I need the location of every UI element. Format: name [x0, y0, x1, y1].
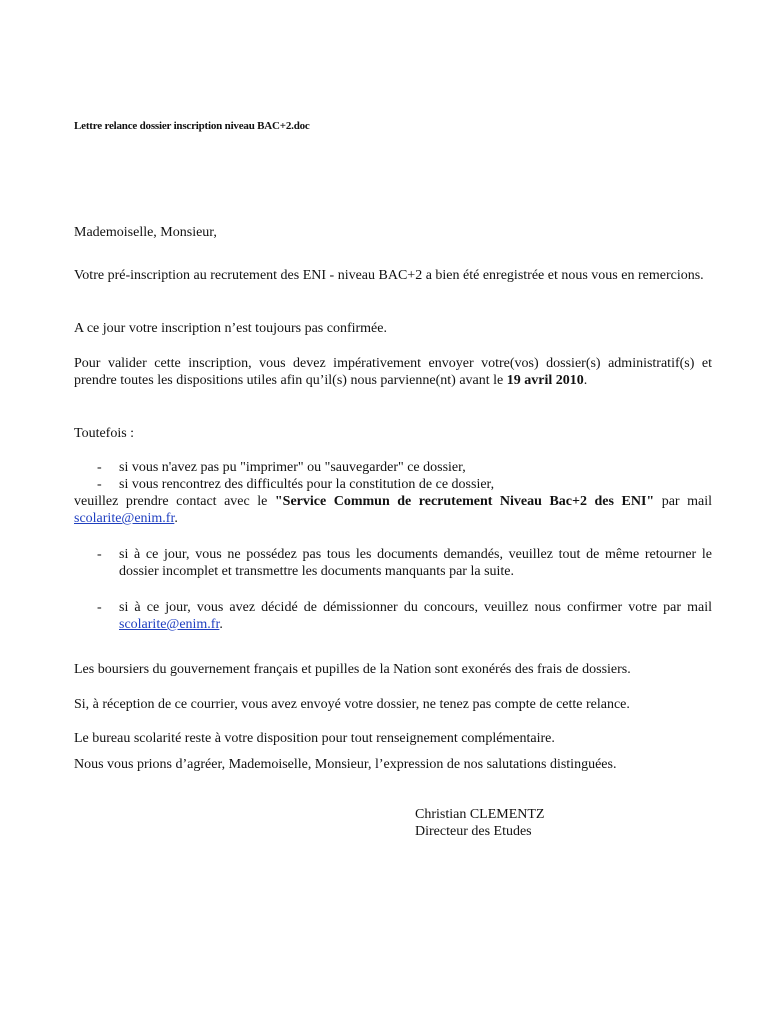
- list-item-text: si vous n'avez pas pu "imprimer" ou "sauvegarder" ce dossier,: [119, 460, 466, 475]
- email-link[interactable]: scolarite@enim.fr: [119, 617, 220, 632]
- paragraph-bureau: Le bureau scolarité reste à votre disposition pour tout renseignement complémentaire.: [74, 731, 555, 746]
- service-name: "Service Commun de recrutement Niveau Bac+2 des ENI": [274, 494, 655, 509]
- signature-name: Christian CLEMENTZ: [415, 807, 545, 822]
- list-item-text: [97, 599, 712, 633]
- dash-bullet: -: [97, 547, 102, 562]
- dash-bullet: -: [97, 477, 102, 492]
- paragraph-validate: [74, 355, 712, 389]
- list-item: [97, 459, 712, 476]
- deadline-date: 19 avril 2010: [506, 373, 584, 388]
- email-link[interactable]: scolarite@enim.fr: [74, 511, 175, 526]
- paragraph-not-confirmed: A ce jour votre inscription n’est toujours pas confirmée.: [74, 321, 387, 336]
- paragraph-closing: Nous vous prions d’agréer, Mademoiselle, Monsieur, l’expression de nos salutations distinguées.: [74, 757, 617, 772]
- dash-bullet: -: [97, 460, 102, 475]
- list-item: [97, 546, 712, 580]
- toutefois-label: Toutefois :: [74, 426, 135, 441]
- document-filename: Lettre relance dossier inscription niveau BAC+2.doc: [74, 120, 310, 132]
- list-item-text: si vous rencontrez des difficultés pour la constitution de ce dossier,: [119, 477, 495, 492]
- contact-end: .: [174, 511, 178, 526]
- validate-text: Pour valider cette inscription, vous devez impérativement envoyer votre(vos) dossier(s) administratif(s) et prendre toutes les dispositions utiles afin qu’il(s) nous parvienne(nt) avant le: [74, 356, 712, 388]
- resign-text: si à ce jour, vous avez décidé de démissionner du concours, veuillez nous confirmer votre par mail: [119, 600, 712, 615]
- paragraph-preinscription: Votre pré-inscription au recrutement des ENI - niveau BAC+2 a bien été enregistrée et nous vous en remercions.: [74, 268, 704, 283]
- resign-end: .: [219, 617, 223, 632]
- signature-role: Directeur des Etudes: [415, 824, 532, 839]
- paragraph-contact: [74, 493, 712, 527]
- list-item: [97, 476, 712, 493]
- dash-bullet: -: [97, 600, 102, 615]
- paragraph-reception: Si, à réception de ce courrier, vous avez envoyé votre dossier, ne tenez pas compte de cette relance.: [74, 697, 630, 712]
- contact-suffix: par mail: [654, 494, 712, 509]
- list-item: [97, 599, 712, 633]
- contact-prefix: veuillez prendre contact avec le: [74, 494, 275, 509]
- salutation: Mademoiselle, Monsieur,: [74, 225, 217, 240]
- list-item-text: si à ce jour, vous ne possédez pas tous les documents demandés, veuillez tout de même retourner le dossier incomplet et transmettre les documents manquants par la suite.: [119, 547, 712, 579]
- validate-end: .: [583, 373, 588, 388]
- paragraph-boursiers: Les boursiers du gouvernement français et pupilles de la Nation sont exonérés des frais de dossiers.: [74, 662, 631, 677]
